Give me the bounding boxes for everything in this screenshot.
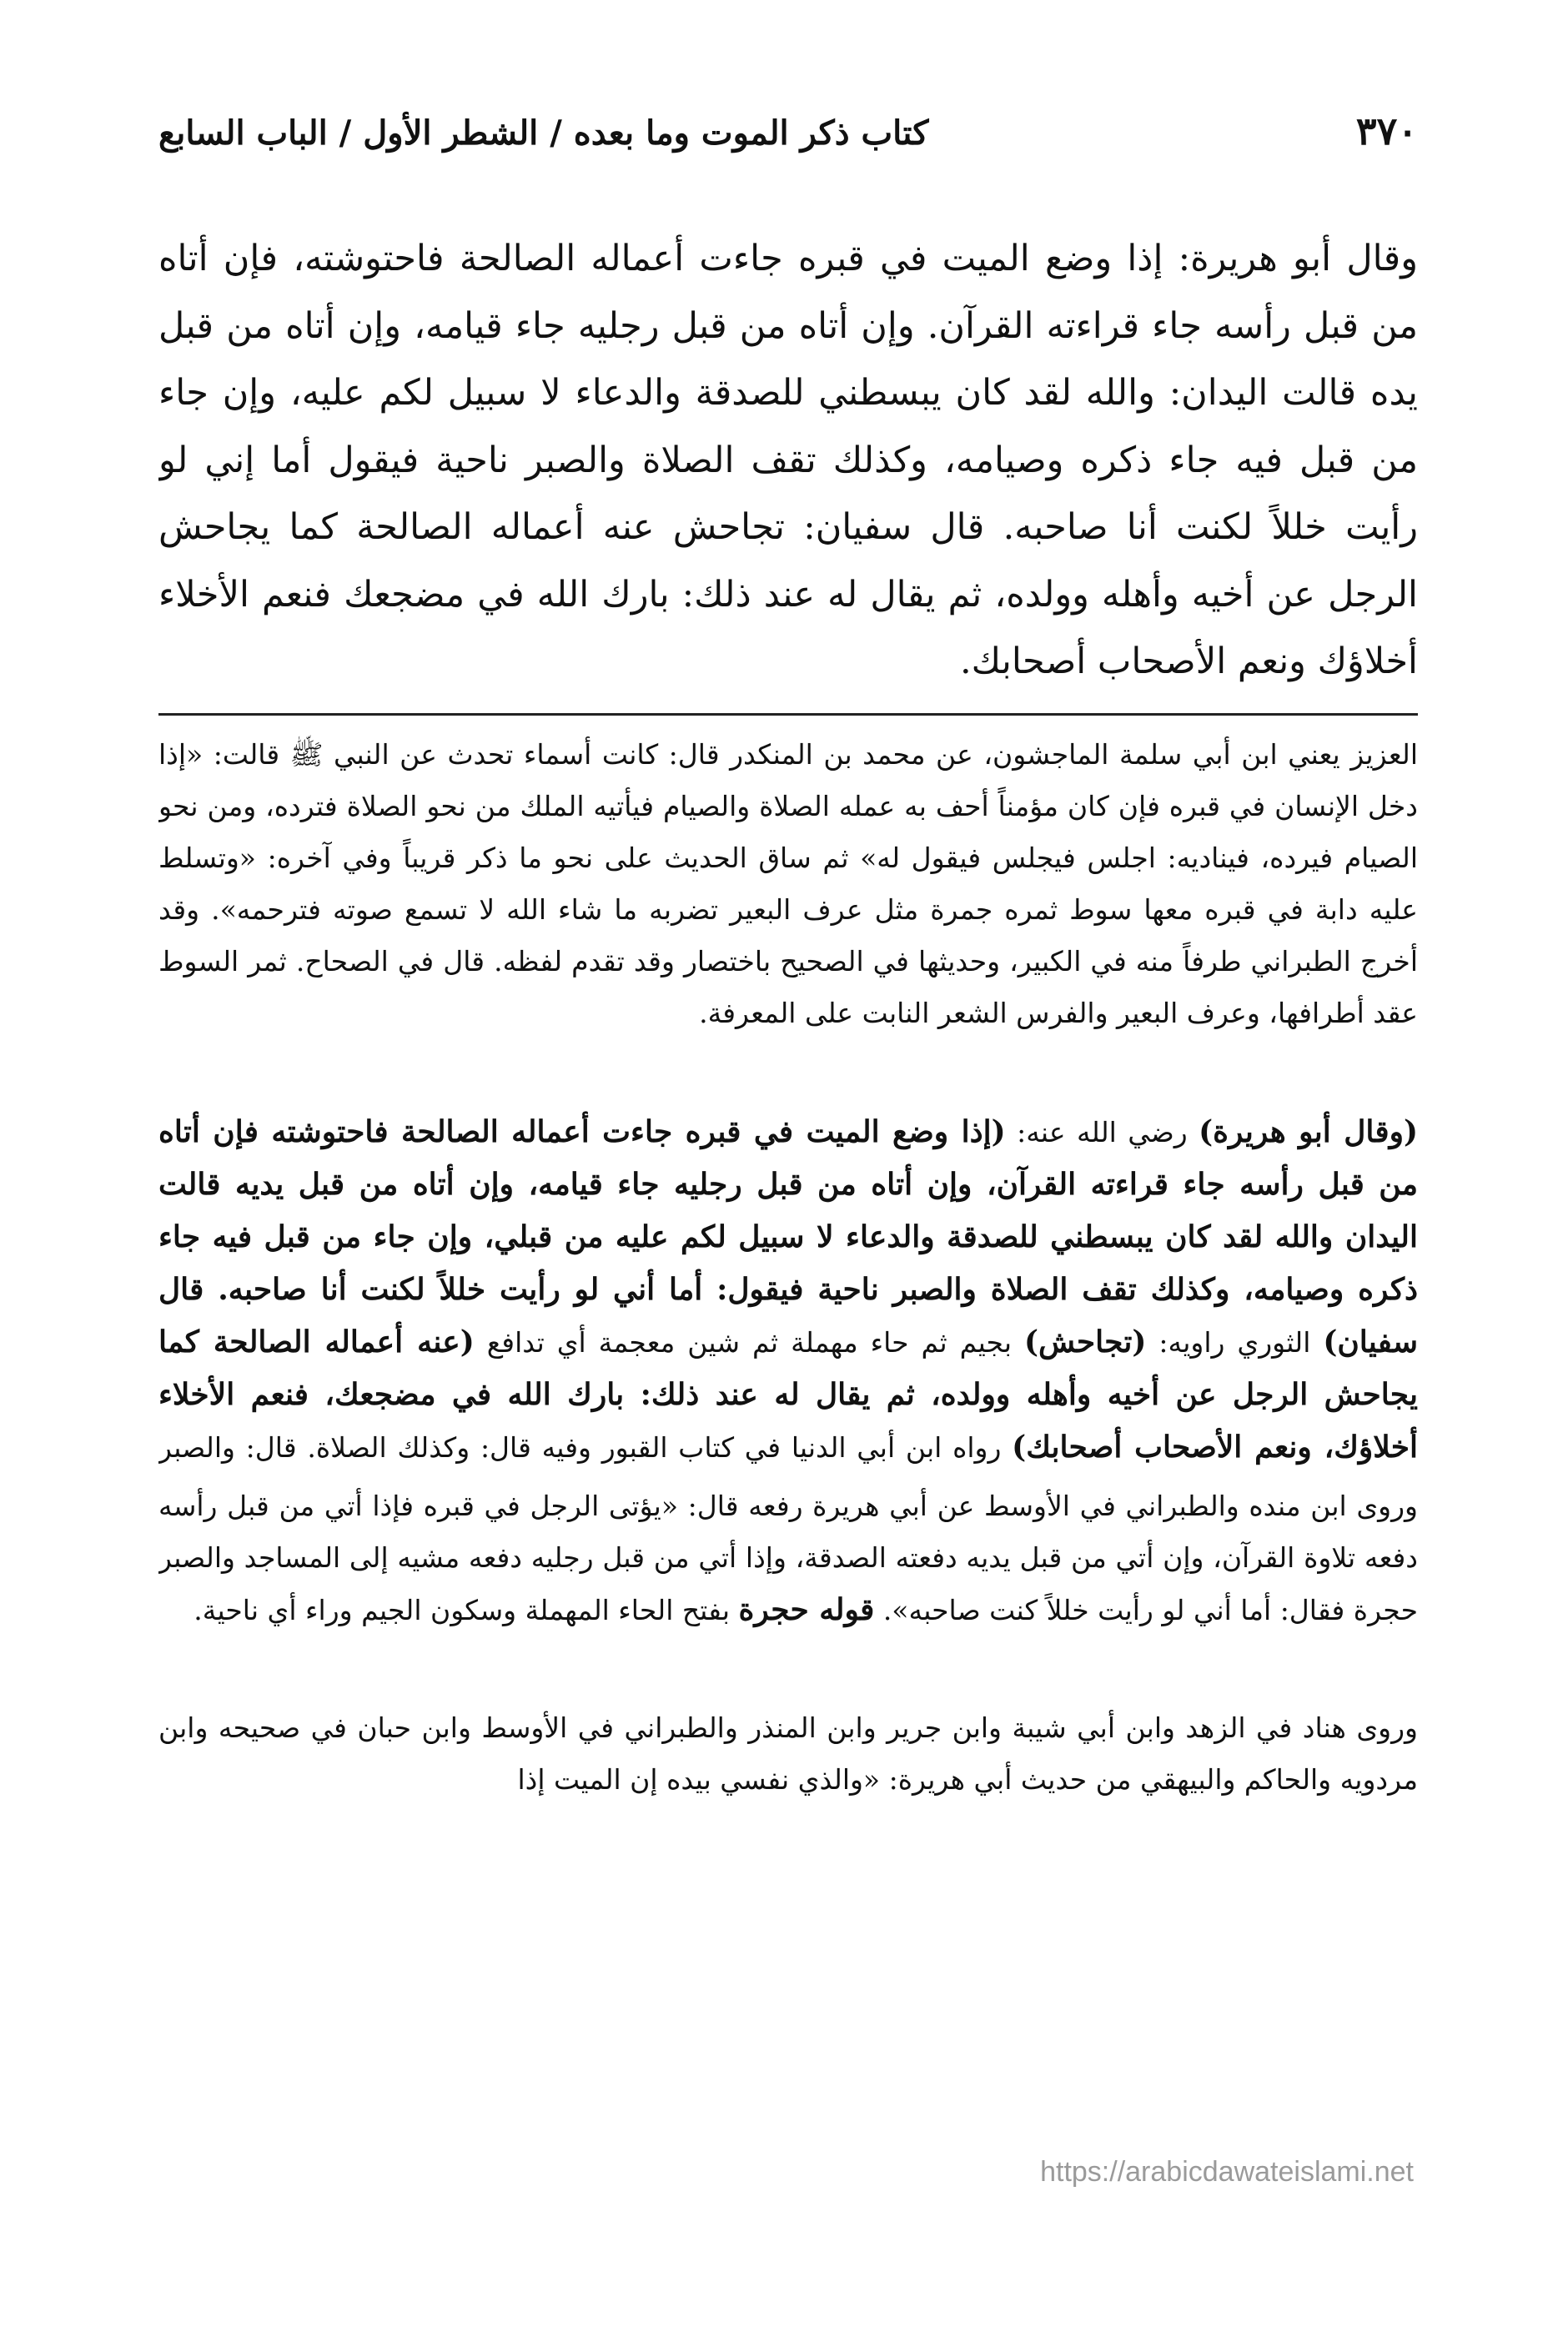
footnote-divider [158, 713, 1418, 716]
commentary-text-4: رواه ابن أبي الدنيا في كتاب القبور وفيه قال: وكذلك الصلاة. قال: والصبر [158, 1431, 1002, 1464]
footnote-paragraph-1: العزيز يعني ابن أبي سلمة الماجشون، عن محمد بن المنكدر قال: كانت أسماء تحدث عن النبي ﷺ قالت: «إذا دخل الإنسان في قبره فإن كان مؤمناً أحف به عمله الصلاة والصيام فيأتيه الملك من نحو الصلاة فترده، ومن نحو الصيام فيرده، فيناديه: اجلس فيجلس فيقول له» ثم ساق الحديث على نحو ما ذكر قريباً وفي آخره: «وتسلط عليه دابة في قبره معها سوط ثمره جمرة مثل عرف البعير تضربه ما شاء الله لا تسمع صوته فترحمه». وقد أخرج الطبراني طرفاً منه في الكبير، وحديثها في الصحيح باختصار وقد تقدم لفظه. قال في الصحاح. ثمر السوط عقد أطرافها، وعرف البعير والفرس الشعر النابت على المعرفة. [158, 738, 1418, 1029]
commentary-paragraph [158, 1106, 1418, 1469]
chapter-title: كتاب ذكر الموت وما بعده / الشطر الأول / الباب السابع [158, 113, 929, 153]
page-number: ٣٧٠ [1355, 108, 1418, 153]
quote-bold-2: (إذا وضع الميت في قبره جاءت أعماله الصالحة فاحتوشته فإن أتاه من قبل رأسه جاء قراءته القرآن، وإن أتاه من قبل رجليه جاء قيامه، وإن أتاه من قبل يديه قالت اليدان والله لقد كان يبسطني للصدقة والدعاء لا سبيل لكم عليه من قبلي، وإن جاء من قبل فيه جاء ذكره وصيامه، وكذلك تقف الصلاة والصبر ناحية فيقول: أما أني لو رأيت خللاً لكنت أنا صاحبه. قال سفيان) [158, 1114, 1418, 1359]
fn3-tail: بفتح الحاء المهملة وسكون الجيم وراء أي ناحية. [193, 1594, 739, 1626]
commentary-text-1: رضي الله عنه: [1005, 1116, 1199, 1148]
watermark-url: https://arabicdawateislami.net [1040, 2156, 1414, 2188]
commentary-text-3: بجيم ثم حاء مهملة ثم شين معجمة أي تدافع [474, 1326, 1024, 1359]
fn3-text: وروى ابن منده والطبراني في الأوسط عن أبي هريرة رفعه قال: «يؤتى الرجل في قبره فإذا أتي من قبل رأسه دفعه تلاوة القرآن، وإن أتي من قبل يديه دفعته الصدقة، وإذا أتي من قبل رجليه دفعه مشيه إلى المساجد والصبر حجرة فقال: أما أني لو رأيت خللاً كنت صاحبه». [158, 1490, 1418, 1626]
running-header [158, 108, 1418, 175]
commentary-text-2: الثوري راويه: [1146, 1326, 1324, 1359]
footnote-paragraph-4: وروى هناد في الزهد وابن أبي شيبة وابن جرير وابن المنذر والطبراني في الأوسط وابن حبان في صحيحه وابن مردويه والحاكم والبيهقي من حديث أبي هريرة: «والذي نفسي بيده إن الميت إذا [158, 1711, 1418, 1796]
quote-bold-4: (عنه أعماله الصالحة كما يجاحش الرجل عن أخيه وأهله وولده، ثم يقال له عند ذلك: بارك الله في مضجعك، فنعم الأخلاء أخلاؤك، ونعم الأصحاب أصحابك) [158, 1324, 1418, 1465]
quote-bold-1: (وقال أبو هريرة) [1199, 1114, 1418, 1149]
footnote-paragraph-3 [158, 1480, 1418, 1684]
fn3-bold: قوله حجرة [738, 1592, 875, 1627]
main-text: وقال أبو هريرة: إذا وضع الميت في قبره جاءت أعماله الصالحة فاحتوشته، فإن أتاه من قبل رأسه جاء قراءته القرآن. وإن أتاه من قبل رجليه جاء قيامه، وإن أتاه من قبل يده قالت اليدان: والله لقد كان يبسطني للصدقة والدعاء لا سبيل لكم عليه، وإن جاء من قبل فيه جاء ذكره وصيامه، وكذلك تقف الصلاة والصبر ناحية فيقول أما إني لو رأيت خللاً لكنت أنا صاحبه. قال سفيان: تجاحش عنه أعماله الصالحة كما يجاحش الرجل عن أخيه وأهله وولده، ثم يقال له عند ذلك: بارك الله في مضجعك فنعم الأخلاء أخلاؤك ونعم الأصحاب أصحابك. [158, 238, 1418, 682]
quote-bold-3: (تجاحش) [1023, 1324, 1147, 1359]
book-page [158, 108, 1418, 1814]
